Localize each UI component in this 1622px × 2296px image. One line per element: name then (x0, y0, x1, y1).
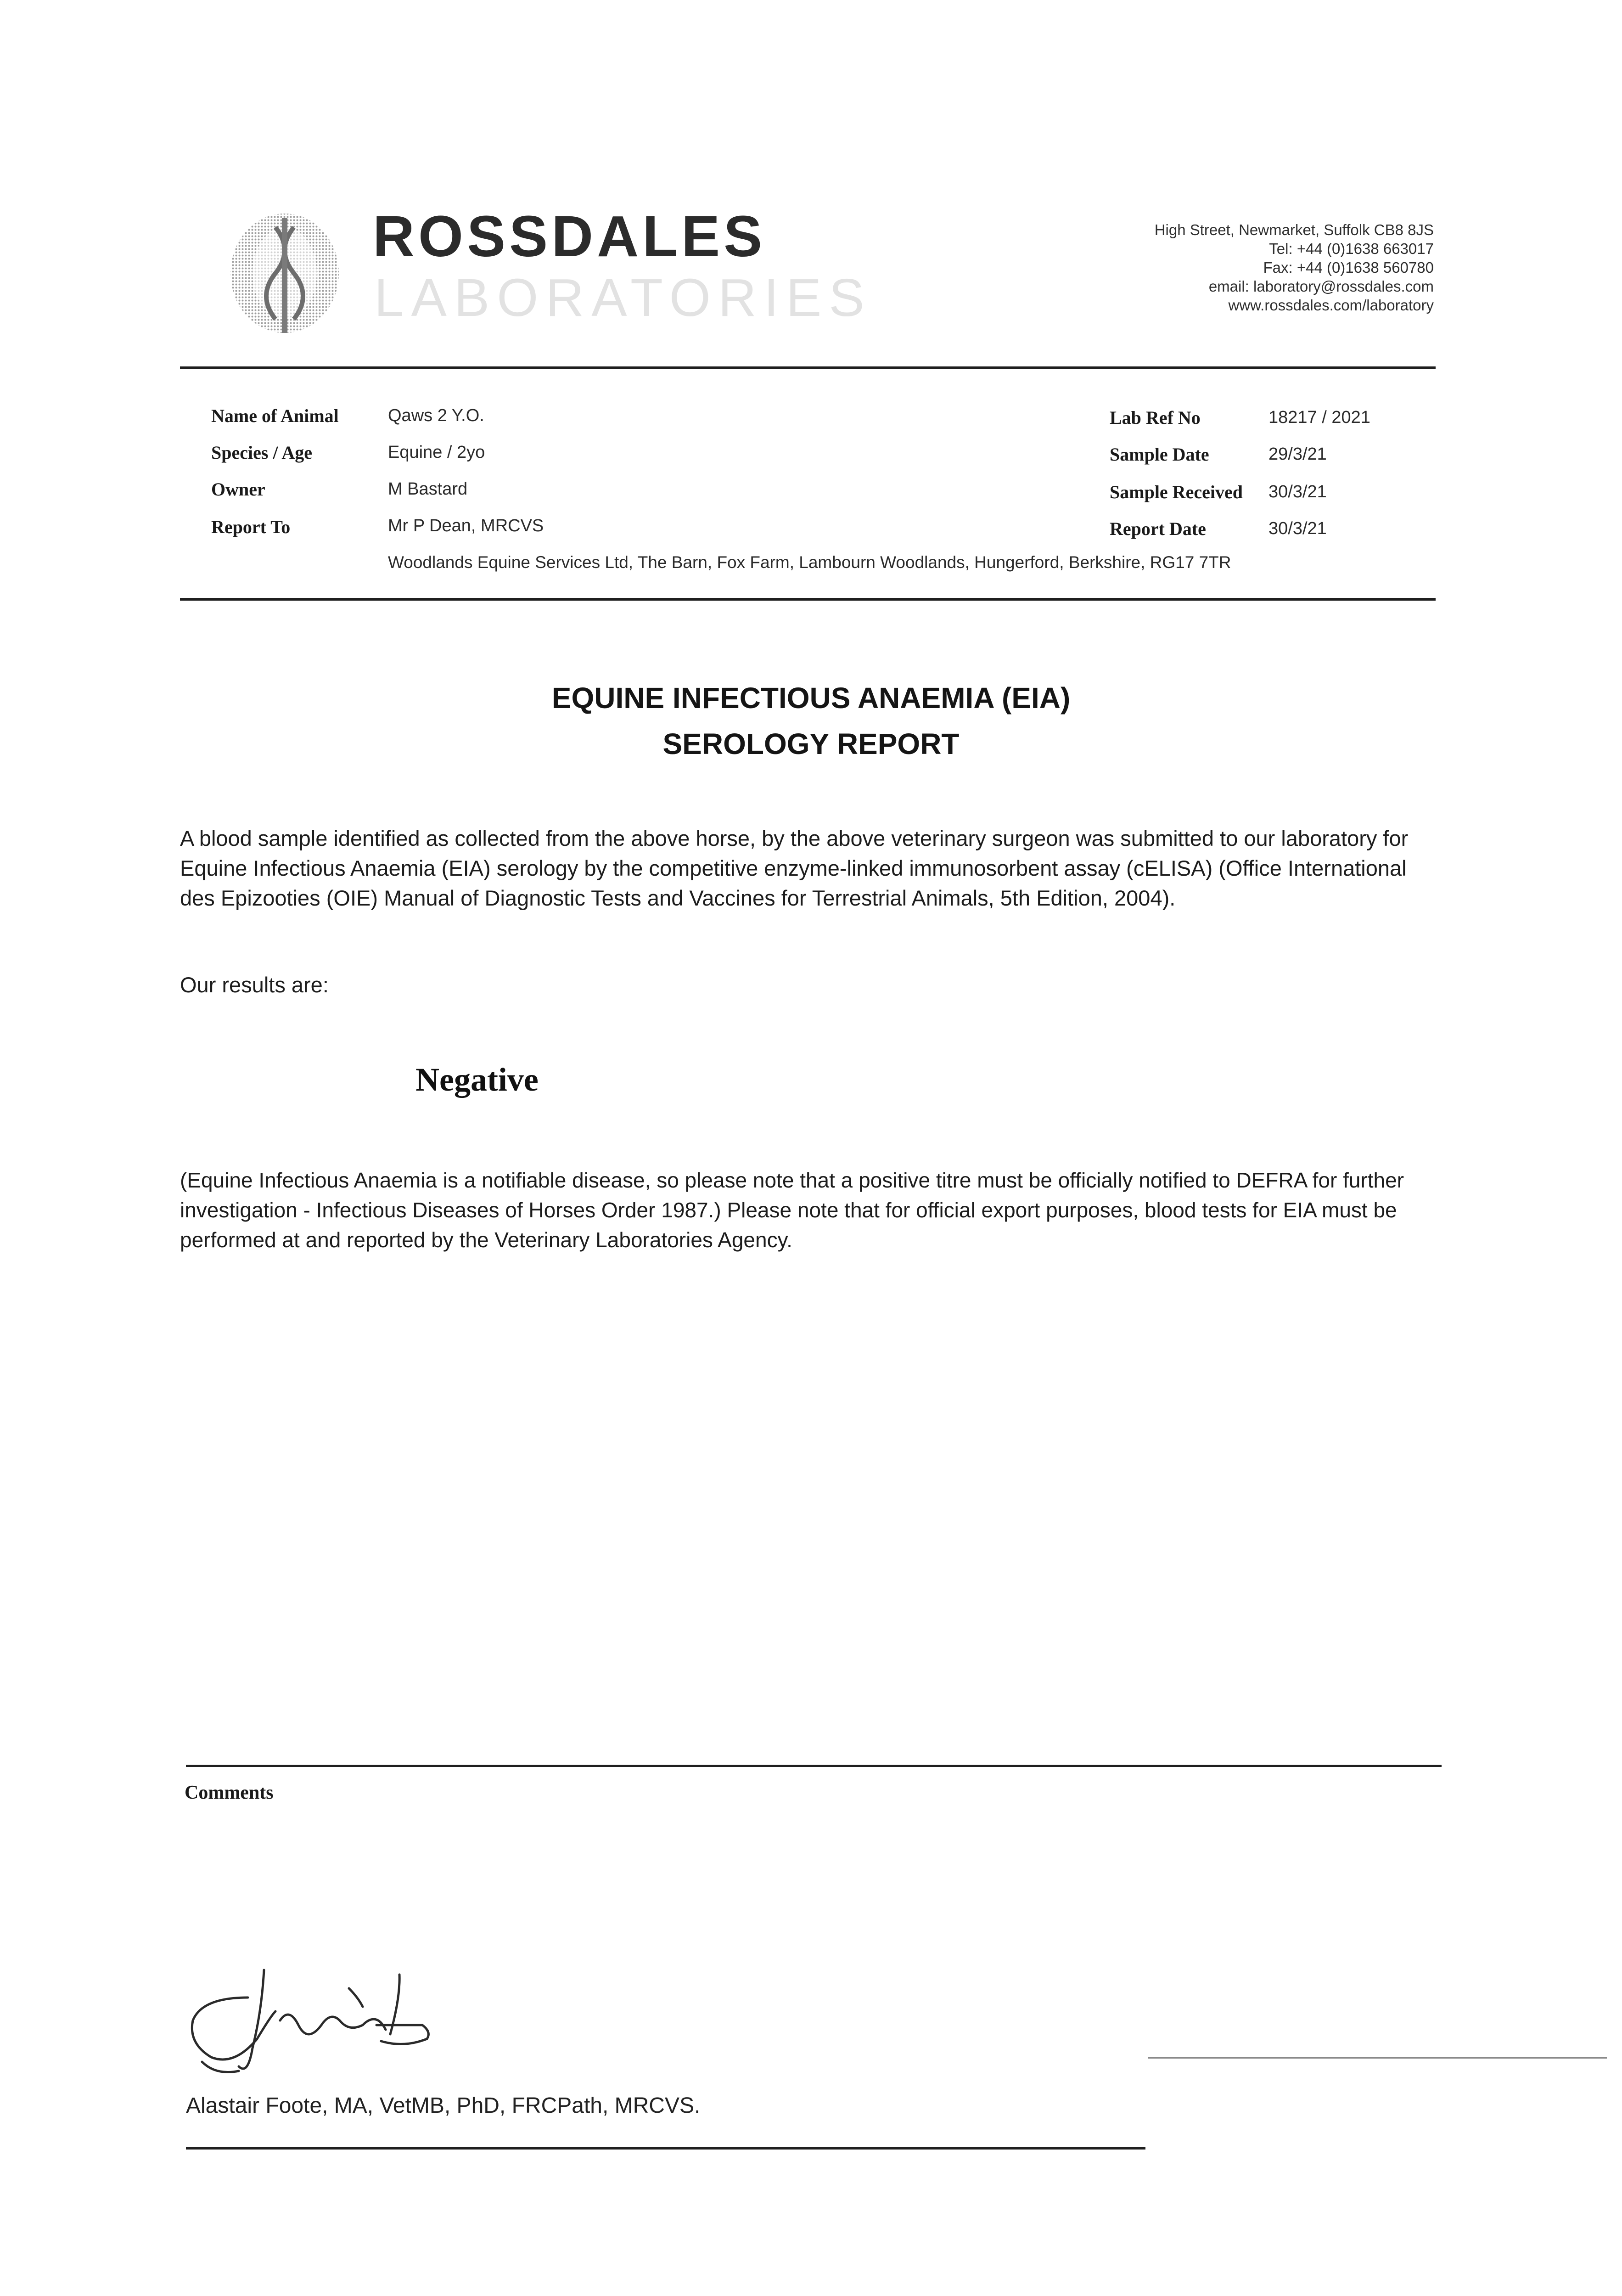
report-to-label: Report To (211, 517, 291, 537)
brand-subtitle: LABORATORIES (374, 268, 872, 327)
details-divider (180, 598, 1436, 601)
intro-paragraph: A blood sample identified as collected from the above horse, by the above veterinary surgeon was submitted to our laboratory for Equine Infectious Anaemia (EIA) serology by the competitive enzyme-linked immunosorbent assay (cELISA) (Office International des Epizooties (OIE) Manual of Diagnostic Tests and Vaccines for Terrestrial Animals, 5th Edition, 2004). (180, 826, 1409, 910)
report-to-address: Woodlands Equine Services Ltd, The Barn, Fox Farm, Lambourn Woodlands, Hungerford, Berkshire, RG17 7TR (388, 553, 1231, 572)
comments-label: Comments (185, 1782, 274, 1803)
lab-ref-label: Lab Ref No (1110, 407, 1201, 428)
owner-value: M Bastard (388, 479, 468, 499)
rossdales-emblem-icon (225, 209, 344, 342)
name-of-animal-value: Qaws 2 Y.O. (388, 406, 484, 425)
report-date-label: Report Date (1110, 518, 1206, 539)
name-of-animal-label: Name of Animal (211, 405, 339, 426)
footer-divider (186, 2147, 1145, 2150)
sample-date-label: Sample Date (1110, 444, 1209, 465)
sample-received-label: Sample Received (1110, 482, 1243, 502)
brand-name: ROSSDALES (373, 204, 766, 269)
address-line: High Street, Newmarket, Suffolk CB8 8JS (1154, 221, 1434, 238)
website-link[interactable]: www.rossdales.com/laboratory (1228, 297, 1434, 314)
header-divider (180, 366, 1436, 369)
phone-line: Tel: +44 (0)1638 663017 (1269, 240, 1434, 257)
report-title-line2: SEROLOGY REPORT (662, 727, 960, 760)
address-block (1155, 220, 1434, 315)
sample-received-value: 30/3/21 (1268, 482, 1327, 501)
signature-icon (184, 1956, 514, 2103)
fax-line: Fax: +44 (0)1638 560780 (1263, 259, 1434, 276)
results-intro: Our results are: (180, 973, 329, 997)
signatory-name: Alastair Foote, MA, VetMB, PhD, FRCPath, MRCVS. (186, 2093, 701, 2118)
owner-label: Owner (211, 479, 265, 500)
report-date-value: 30/3/21 (1268, 519, 1327, 538)
comments-divider (186, 1765, 1442, 1767)
report-title-line1: EQUINE INFECTIOUS ANAEMIA (EIA) (551, 681, 1071, 715)
species-age-value: Equine / 2yo (388, 443, 485, 462)
lab-ref-value: 18217 / 2021 (1268, 408, 1370, 427)
sample-date-value: 29/3/21 (1268, 445, 1327, 464)
report-title (0, 675, 1622, 767)
report-to-value: Mr P Dean, MRCVS (388, 516, 544, 535)
species-age-label: Species / Age (211, 442, 312, 463)
notifiable-note: (Equine Infectious Anaemia is a notifiable disease, so please note that a positive titre must be officially notified to DEFRA for further investigation - Infectious Diseases of Horses Order 1987.) Please note that for official export purposes, blood tests for EIA must be performed at and reported by the Veterinary Laboratories Agency. (180, 1168, 1404, 1252)
signature-line (1148, 2057, 1607, 2059)
email-link[interactable]: email: laboratory@rossdales.com (1208, 278, 1434, 295)
result-value: Negative (415, 1061, 539, 1098)
